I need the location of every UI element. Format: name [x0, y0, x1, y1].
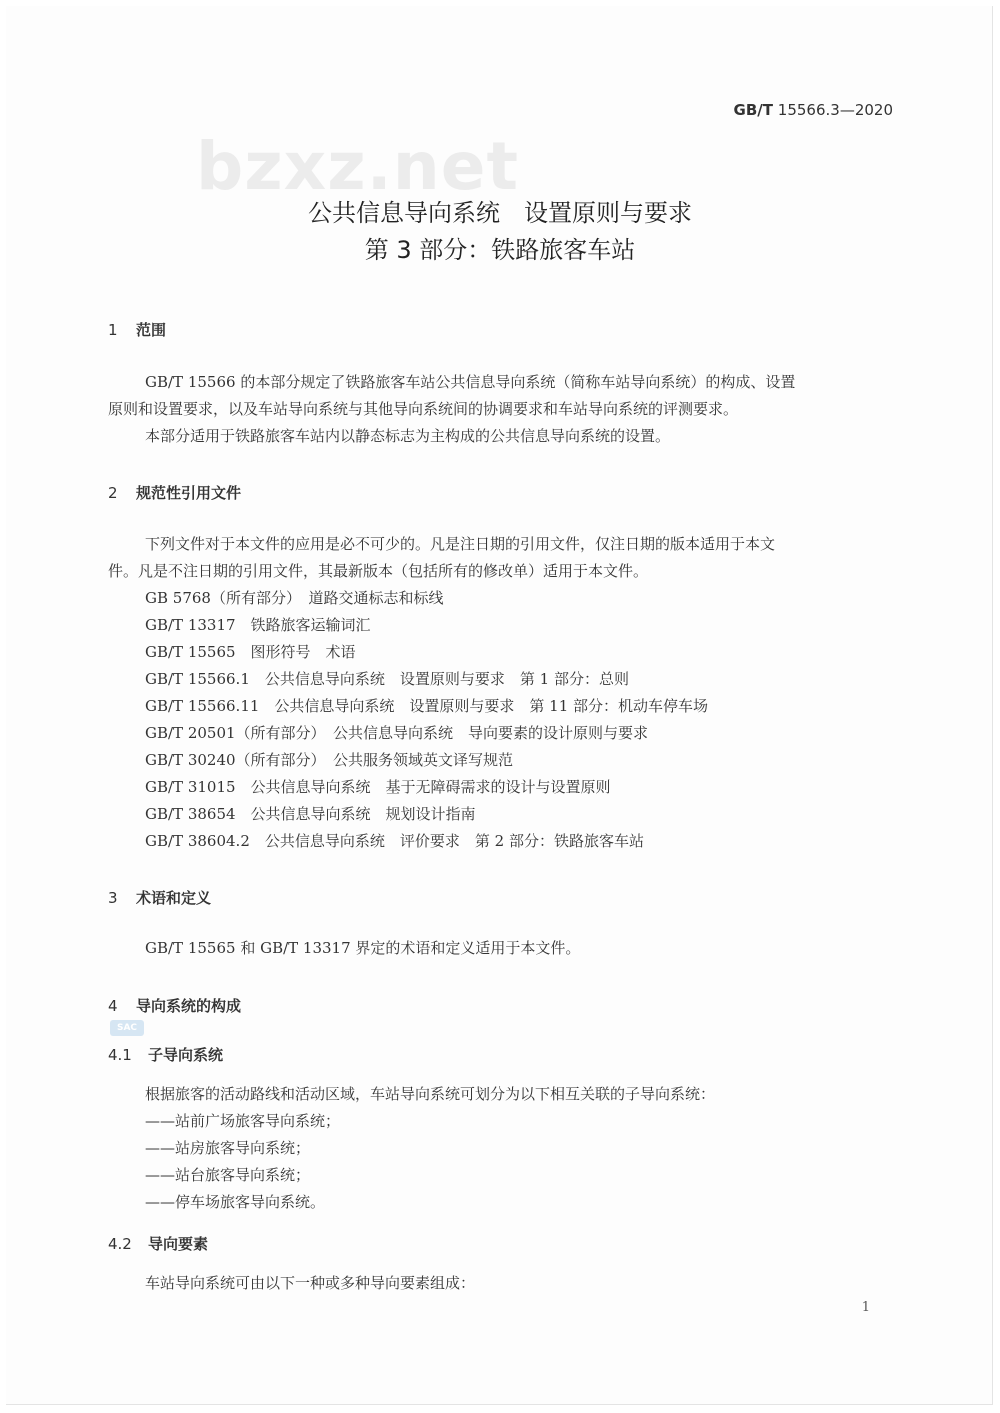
reference-item: GB/T 15565 图形符号 术语 [145, 643, 356, 661]
section-number: 1 [108, 321, 118, 339]
reference-item: GB/T 38654 公共信息导向系统 规划设计指南 [145, 805, 476, 823]
reference-item: GB/T 13317 铁路旅客运输词汇 [145, 616, 371, 634]
sac-logo-icon: SAC [110, 1020, 144, 1036]
subsection-number: 4.1 [108, 1046, 132, 1064]
references-intro-line-1: 下列文件对于本文件的应用是必不可少的。凡是注日期的引用文件，仅注日期的版本适用于本文 [145, 535, 776, 553]
reference-item: GB/T 15566.11 公共信息导向系统 设置原则与要求 第 11 部分：机动车停车场 [145, 697, 709, 715]
document-title: 公共信息导向系统 设置原则与要求 [308, 199, 692, 227]
terms-paragraph: GB/T 15565 和 GB/T 13317 界定的术语和定义适用于本文件。 [145, 939, 581, 957]
section-title: 规范性引用文件 [136, 484, 242, 502]
section-heading-4 [108, 995, 241, 1016]
reference-item: GB/T 31015 公共信息导向系统 基于无障碍需求的设计与设置原则 [145, 778, 611, 796]
subsection-title: 导向要素 [148, 1235, 209, 1253]
scope-paragraph-line-1: GB/T 15566 的本部分规定了铁路旅客车站公共信息导向系统（简称车站导向系统）的构成、设置 [145, 373, 796, 391]
section-heading-1 [108, 319, 166, 340]
subsystem-item: ——站房旅客导向系统； [145, 1139, 311, 1157]
section-number: 2 [108, 484, 118, 502]
reference-item: GB 5768（所有部分） 道路交通标志和标线 [145, 589, 444, 607]
references-intro-line-2: 件。凡是不注日期的引用文件，其最新版本（包括所有的修改单）适用于本文件。 [108, 562, 649, 580]
section-title: 导向系统的构成 [136, 997, 242, 1015]
subsystems-intro: 根据旅客的活动路线和活动区域，车站导向系统可划分为以下相互关联的子导向系统： [145, 1085, 716, 1103]
scope-applicability: 本部分适用于铁路旅客车站内以静态标志为主构成的公共信息导向系统的设置。 [145, 427, 671, 445]
reference-item: GB/T 30240（所有部分） 公共服务领域英文译写规范 [145, 751, 514, 769]
section-number: 3 [108, 889, 118, 907]
subsystem-item: ——站前广场旅客导向系统； [145, 1112, 341, 1130]
section-heading-2 [108, 482, 241, 503]
standard-prefix: GB/T [733, 101, 774, 119]
subsection-title: 子导向系统 [148, 1046, 224, 1064]
reference-item: GB/T 38604.2 公共信息导向系统 评价要求 第 2 部分：铁路旅客车站 [145, 832, 644, 850]
section-number: 4 [108, 997, 118, 1015]
subsection-heading-4-2 [108, 1233, 208, 1254]
standard-number [734, 101, 893, 119]
subsystem-item: ——站台旅客导向系统； [145, 1166, 311, 1184]
subsystem-item: ——停车场旅客导向系统。 [145, 1193, 326, 1211]
standard-code: 15566.3—2020 [777, 101, 893, 119]
reference-item: GB/T 15566.1 公共信息导向系统 设置原则与要求 第 1 部分：总则 [145, 670, 629, 688]
subsection-number: 4.2 [108, 1235, 132, 1253]
reference-item: GB/T 20501（所有部分） 公共信息导向系统 导向要素的设计原则与要求 [145, 724, 649, 742]
page-number: 1 [861, 1300, 870, 1315]
document-subtitle: 第 3 部分：铁路旅客车站 [364, 236, 636, 264]
scope-paragraph-line-2: 原则和设置要求，以及车站导向系统与其他导向系统间的协调要求和车站导向系统的评测要求。 [108, 400, 739, 418]
section-title: 术语和定义 [136, 889, 212, 907]
section-heading-3 [108, 887, 211, 908]
elements-intro: 车站导向系统可由以下一种或多种导向要素组成： [145, 1274, 476, 1292]
subsection-heading-4-1 [108, 1044, 223, 1065]
watermark: bzxz.net [196, 128, 520, 205]
section-title: 范围 [136, 321, 167, 339]
